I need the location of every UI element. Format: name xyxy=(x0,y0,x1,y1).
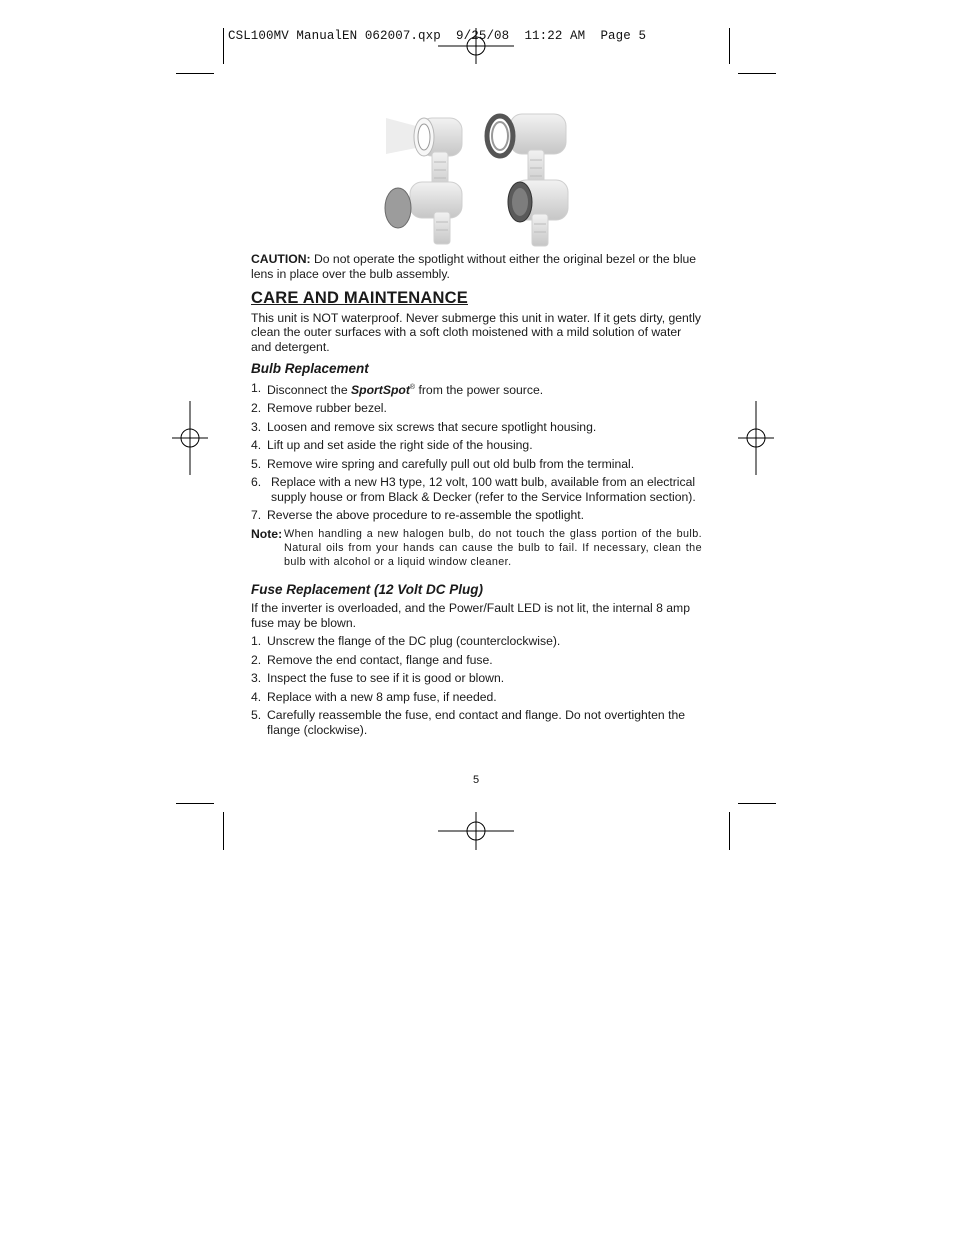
step-text-post: from the power source. xyxy=(415,382,544,397)
spotlight-dark-lens-icon xyxy=(508,180,568,246)
list-item xyxy=(251,401,702,416)
note-text: When handling a new halogen bulb, do not touch the glass portion of the bulb. Natural oils from your hands can cause the bulb to fail. If necessary, clean the bulb with alcohol or a liquid window cleaner. xyxy=(284,527,702,568)
crop-mark-bottom-left-v xyxy=(223,812,224,850)
note-label: Note: xyxy=(251,526,283,541)
step-text: Remove rubber bezel. xyxy=(267,401,387,416)
step-number: 7. xyxy=(251,508,262,523)
step-number: 1. xyxy=(251,380,262,395)
list-item xyxy=(251,690,702,705)
step-text xyxy=(267,381,702,398)
bulb-note xyxy=(251,527,702,569)
print-slug: CSL100MV ManualEN 062007.qxp 9/25/08 11:22 AM Page 5 xyxy=(228,29,647,43)
step-text-pre: Disconnect the xyxy=(267,382,352,397)
spotlight-illustration xyxy=(376,108,576,248)
list-item xyxy=(251,420,702,435)
care-heading: CARE AND MAINTENANCE xyxy=(251,289,468,307)
list-item xyxy=(251,475,702,504)
step-number: 6. xyxy=(251,475,262,490)
step-number: 3. xyxy=(251,671,262,686)
caution-label: CAUTION: xyxy=(251,252,311,266)
step-text: Replace with a new H3 type, 12 volt, 100 watt bulb, available from an electrical supply house or from Black & Decker (refer to the Service Information section). xyxy=(271,475,696,504)
list-item xyxy=(251,508,702,523)
list-item xyxy=(251,653,702,668)
crop-mark-top-right-v xyxy=(729,28,730,64)
caution-text: Do not operate the spotlight without either the original bezel or the blue lens in place over the bulb assembly. xyxy=(251,252,697,281)
list-item xyxy=(251,671,702,686)
step-text: Loosen and remove six screws that secure spotlight housing. xyxy=(267,419,597,434)
step-text: Replace with a new 8 amp fuse, if needed. xyxy=(267,689,497,704)
list-item xyxy=(251,708,702,737)
list-item xyxy=(251,438,702,453)
spotlight-grey-lens-icon xyxy=(385,182,462,244)
list-item xyxy=(251,381,702,398)
page-number: 5 xyxy=(472,774,480,786)
step-text: Unscrew the flange of the DC plug (counterclockwise). xyxy=(267,634,561,649)
registered-mark: ® xyxy=(409,383,416,391)
step-number: 5. xyxy=(251,456,262,471)
manual-content xyxy=(251,252,702,741)
spotlight-bezel-removed-icon xyxy=(487,114,566,190)
crop-mark-bottom-right-h xyxy=(738,803,776,804)
step-number: 5. xyxy=(251,708,262,723)
care-body: This unit is NOT waterproof. Never submerge this unit in water. If it gets dirty, gently clean the outer surfaces with a soft cloth moistened with a mild solution of water and detergent. xyxy=(251,310,701,354)
step-number: 2. xyxy=(251,401,262,416)
step-text: Lift up and set aside the right side of the housing. xyxy=(267,438,533,453)
crop-mark-top-left-h xyxy=(176,73,214,74)
step-text: Reverse the above procedure to re-assemble the spotlight. xyxy=(267,508,585,523)
list-item xyxy=(251,457,702,472)
list-item xyxy=(251,634,702,649)
crop-mark-bottom-right-v xyxy=(729,812,730,850)
step-number: 4. xyxy=(251,438,262,453)
crop-mark-bottom-left-h xyxy=(176,803,214,804)
step-text: Carefully reassemble the fuse, end contact and flange. Do not overtighten the flange (clockwise). xyxy=(267,708,686,737)
bulb-steps xyxy=(251,381,702,523)
spotlight-bare-bulb-icon xyxy=(386,118,462,192)
step-text: Remove wire spring and carefully pull out old bulb from the terminal. xyxy=(267,456,635,471)
crop-mark-top-right-h xyxy=(738,73,776,74)
step-number: 4. xyxy=(251,689,262,704)
fuse-heading: Fuse Replacement (12 Volt DC Plug) xyxy=(251,581,484,597)
crop-mark-top-left-v xyxy=(223,28,224,64)
step-number: 1. xyxy=(251,634,262,649)
brand-name: SportSpot xyxy=(351,382,410,397)
registration-mark-left-icon xyxy=(172,400,208,476)
registration-mark-right-icon xyxy=(738,400,774,476)
fuse-intro: If the inverter is overloaded, and the Power/Fault LED is not lit, the internal 8 amp fuse may be blown. xyxy=(251,601,690,630)
registration-mark-bottom-icon xyxy=(437,812,515,850)
registration-mark-top-icon xyxy=(437,28,515,66)
caution-paragraph xyxy=(251,252,702,281)
step-number: 2. xyxy=(251,652,262,667)
fuse-steps xyxy=(251,634,702,737)
step-text: Remove the end contact, flange and fuse. xyxy=(267,652,493,667)
bulb-heading: Bulb Replacement xyxy=(251,361,369,376)
step-number: 3. xyxy=(251,419,262,434)
step-text: Inspect the fuse to see if it is good or blown. xyxy=(267,671,505,686)
